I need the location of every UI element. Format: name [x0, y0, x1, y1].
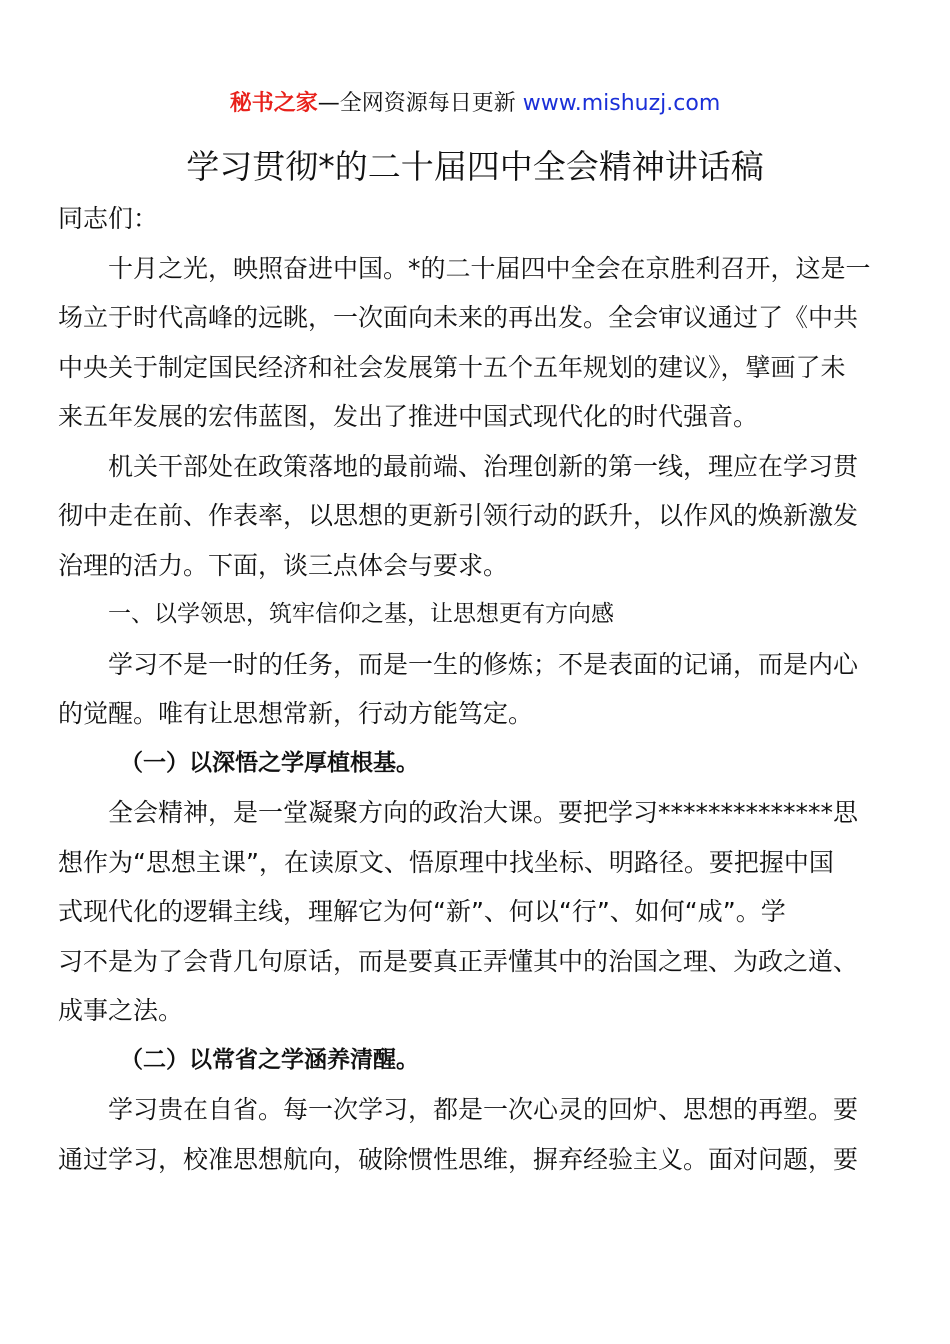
paragraph-line: 来五年发展的宏伟蓝图，发出了推进中国式现代化的时代强音。 [58, 402, 759, 431]
paragraph-line: 治理的活力。下面，谈三点体会与要求。 [58, 550, 509, 580]
site-url-link[interactable]: www.mishuzj.com [522, 91, 721, 116]
header-slogan: —全网资源每日更新 [317, 91, 516, 116]
site-header [0, 88, 950, 120]
subsection-heading: （二）以常省之学涵养清醒。 [120, 1046, 419, 1073]
paragraph-line: 成事之法。 [58, 996, 184, 1025]
paragraph-line: 十月之光，映照奋进中国。*的二十届四中全会在京胜利召开，这是一 [108, 253, 871, 283]
paragraph-line: 彻中走在前、作表率，以思想的更新引领行动的跃升，以作风的焕新激发 [58, 501, 859, 530]
brand-name: 秘书之家 [229, 91, 318, 116]
paragraph-line: 机关干部处在政策落地的最前端、治理创新的第一线，理应在学习贯 [108, 451, 859, 481]
paragraph-line: 想作为“思想主课”，在读原文、悟原理中找坐标、明路径。要把握中国 [58, 847, 834, 877]
paragraph-line: 中央关于制定国民经济和社会发展第十五个五年规划的建议》，擘画了未 [58, 352, 846, 382]
paragraph-line: 通过学习，校准思想航向，破除惯性思维，摒弃经验主义。面对问题，要 [58, 1144, 859, 1174]
subsection-heading: （一）以深悟之学厚植根基。 [120, 749, 419, 776]
paragraph-line: 习不是为了会背几句原话，而是要真正弄懂其中的治国之理、为政之道、 [58, 946, 859, 976]
salutation: 同志们： [58, 204, 159, 233]
paragraph-line: 全会精神，是一堂凝聚方向的政治大课。要把学习**************思 [108, 798, 859, 827]
document-title: 学习贯彻*的二十届四中全会精神讲话稿 [186, 147, 764, 186]
paragraph-line: 的觉醒。唯有让思想常新，行动方能笃定。 [58, 699, 534, 728]
paragraph-line: 学习贵在自省。每一次学习，都是一次心灵的回炉、思想的再塑。要 [108, 1095, 859, 1124]
paragraph-line: 场立于时代高峰的远眺，一次面向未来的再出发。全会审议通过了《中共 [58, 303, 859, 332]
paragraph-line: 学习不是一时的任务，而是一生的修炼；不是表面的记诵，而是内心 [108, 649, 859, 679]
paragraph-line: 式现代化的逻辑主线，理解它为何“新”、何以“行”、如何“成”。学 [58, 897, 786, 926]
section-heading: 一、以学领思，筑牢信仰之基，让思想更有方向感 [108, 601, 614, 627]
document-body [58, 194, 892, 1184]
